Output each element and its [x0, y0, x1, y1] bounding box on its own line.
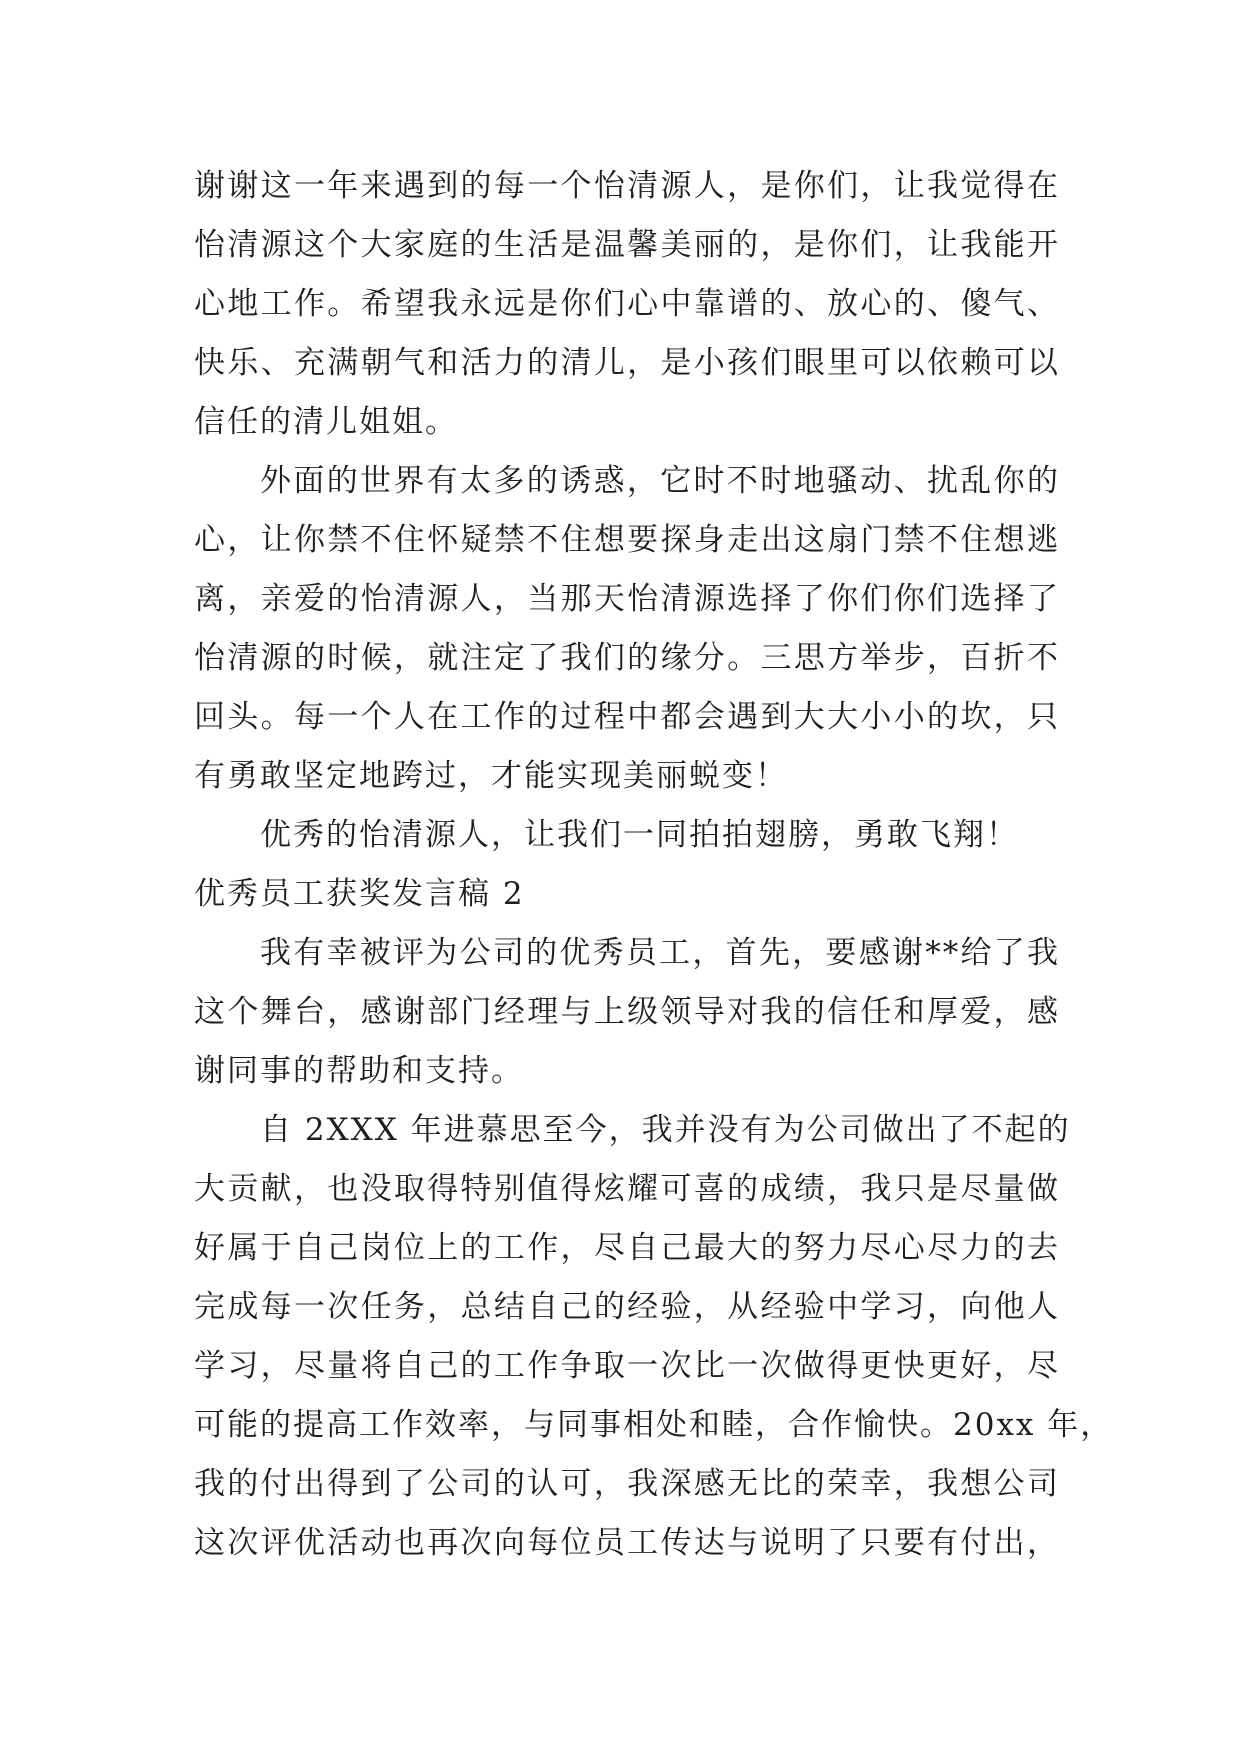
paragraph-line: 这个舞台，感谢部门经理与上级领导对我的信任和厚爱，感: [194, 994, 1060, 1030]
paragraph-line: 这次评优活动也再次向每位员工传达与说明了只要有付出，: [194, 1525, 1060, 1561]
paragraph-line: 怡清源的时候，就注定了我们的缘分。三思方举步，百折不: [194, 640, 1060, 676]
paragraph-line: 快乐、充满朝气和活力的清儿，是小孩们眼里可以依赖可以: [194, 345, 1060, 381]
paragraph-line: 信任的清儿姐姐。: [194, 404, 458, 440]
paragraph-line: 优秀的怡清源人，让我们一同拍拍翅膀，勇敢飞翔！: [260, 817, 1019, 853]
paragraph-line: 学习，尽量将自己的工作争取一次比一次做得更快更好，尽: [194, 1348, 1060, 1384]
paragraph-line: 外面的世界有太多的诱惑，它时不时地骚动、扰乱你的: [260, 463, 1060, 499]
paragraph-line: 怡清源这个大家庭的生活是温馨美丽的，是你们，让我能开: [194, 227, 1060, 263]
paragraph: [194, 452, 1060, 806]
paragraph: [194, 924, 1060, 1101]
paragraph: [194, 806, 1060, 865]
paragraph-line: 谢同事的帮助和支持。: [194, 1053, 524, 1089]
paragraph-line: 我的付出得到了公司的认可，我深感无比的荣幸，我想公司: [194, 1466, 1060, 1502]
paragraph-line: 好属于自己岗位上的工作，尽自己最大的努力尽心尽力的去: [194, 1230, 1060, 1266]
paragraph-line: 可能的提高工作效率，与同事相处和睦，合作愉快。20xx 年，: [194, 1407, 1114, 1443]
paragraph-line: 完成每一次任务，总结自己的经验，从经验中学习，向他人: [194, 1289, 1060, 1325]
paragraph-line: 心，让你禁不住怀疑禁不住想要探身走出这扇门禁不住想逃: [194, 522, 1060, 558]
section-heading: 优秀员工获奖发言稿 2: [194, 876, 525, 912]
paragraph-line: 大贡献，也没取得特别值得炫耀可喜的成绩，我只是尽量做: [194, 1171, 1060, 1207]
paragraph: [194, 1101, 1114, 1573]
paragraph-line: 我有幸被评为公司的优秀员工，首先，要感谢**给了我: [260, 935, 1060, 971]
paragraph-line: 离，亲爱的怡清源人，当那天怡清源选择了你们你们选择了: [194, 581, 1060, 617]
document-body: [194, 157, 1114, 1573]
paragraph-line: 谢谢这一年来遇到的每一个怡清源人，是你们，让我觉得在: [194, 168, 1060, 204]
paragraph-line: 自 2XXX 年进慕思至今，我并没有为公司做出了不起的: [260, 1112, 1071, 1148]
paragraph-line: 回头。每一个人在工作的过程中都会遇到大大小小的坎，只: [194, 699, 1060, 735]
paragraph-line: 有勇敢坚定地跨过，才能实现美丽蜕变！: [194, 758, 788, 794]
paragraph-line: 心地工作。希望我永远是你们心中靠谱的、放心的、傻气、: [194, 286, 1060, 322]
paragraph: [194, 157, 1060, 452]
